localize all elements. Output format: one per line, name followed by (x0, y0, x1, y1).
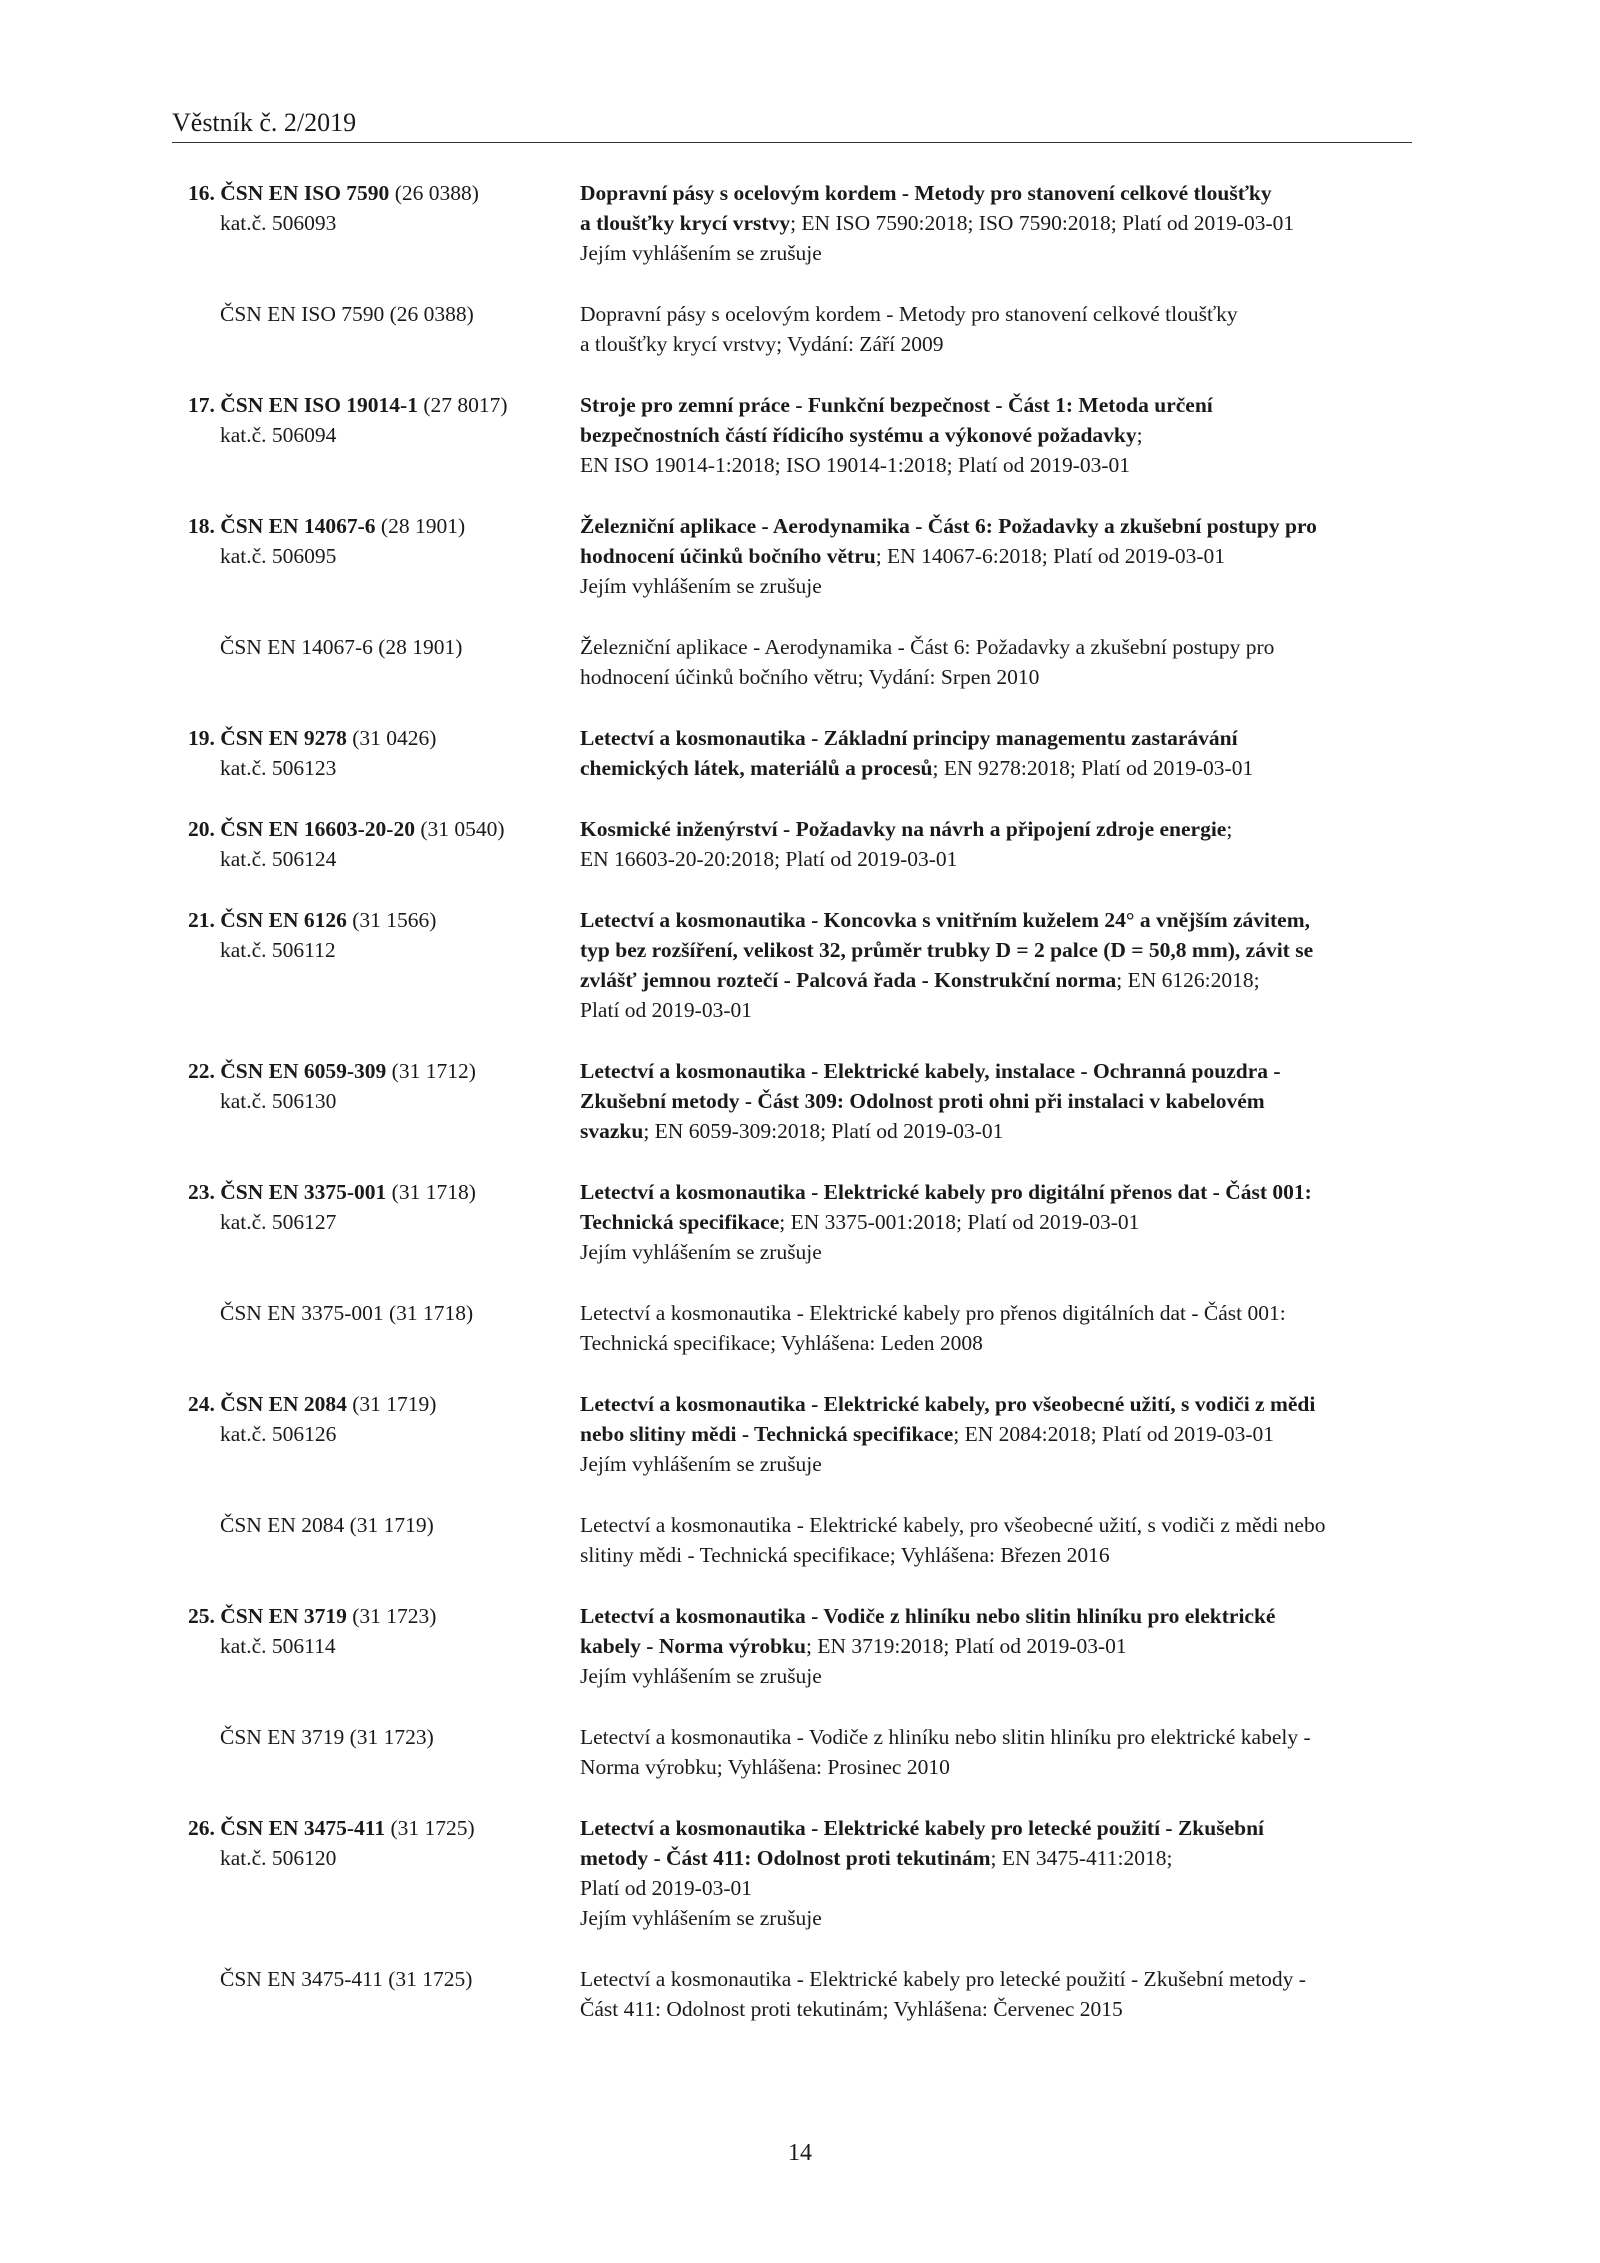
withdrawn-line: a tloušťky krycí vrstvy; Vydání: Září 2009 (580, 332, 944, 356)
classification-code: (31 1719) (352, 1392, 437, 1416)
entry-number: 18. (188, 514, 215, 538)
entry-number: 19. (188, 726, 215, 750)
page-header (172, 108, 1412, 143)
entry-main-row (172, 723, 1422, 783)
entry-description (580, 178, 1422, 268)
entry-identifier (172, 1389, 580, 1479)
standard-entry (172, 1056, 1422, 1146)
standard-entry (172, 390, 1422, 480)
title-line (580, 1419, 1422, 1449)
entry-description (580, 723, 1422, 783)
withdrawn-standard-row (172, 1510, 1422, 1570)
title-line (580, 753, 1422, 783)
title-line (580, 1813, 1422, 1843)
entry-number: 23. (188, 1180, 215, 1204)
standard-code: ČSN EN ISO 19014-1 (220, 393, 418, 417)
title-line (580, 208, 1422, 238)
standard-references: ; EN 6059-309:2018; Platí od 2019-03-01 (643, 1119, 1004, 1143)
standard-code: ČSN EN 9278 (220, 726, 347, 750)
catalog-number: kat.č. 506120 (220, 1846, 337, 1870)
standard-references-cont: EN ISO 19014-1:2018; ISO 19014-1:2018; Platí od 2019-03-01 (580, 453, 1131, 477)
withdrawal-note: Jejím vyhlášením se zrušuje (580, 1664, 822, 1688)
entry-number: 17. (188, 393, 215, 417)
entry-description (580, 1177, 1422, 1267)
catalog-number: kat.č. 506126 (220, 1422, 337, 1446)
entry-number: 26. (188, 1816, 215, 1840)
withdrawn-line: Norma výrobku; Vyhlášena: Prosinec 2010 (580, 1755, 950, 1779)
entry-identifier (172, 1177, 580, 1267)
classification-code: (31 1718) (391, 1180, 476, 1204)
standard-code: ČSN EN 2084 (220, 1392, 347, 1416)
withdrawn-standard-description (580, 632, 1422, 692)
withdrawn-line: Letectví a kosmonautika - Vodiče z hliníku nebo slitin hliníku pro elektrické kabely - (580, 1725, 1311, 1749)
standard-entry (172, 1389, 1422, 1570)
standard-title: a tloušťky krycí vrstvy (580, 211, 791, 235)
entry-main-row (172, 390, 1422, 480)
title-line (580, 178, 1422, 208)
entry-main-row (172, 905, 1422, 1025)
standard-title: Železniční aplikace - Aerodynamika - Část 6: Požadavky a zkušební postupy pro (580, 514, 1317, 538)
standard-title: bezpečnostních částí řídicího systému a výkonové požadavky (580, 423, 1137, 447)
classification-code: (28 1901) (380, 514, 466, 538)
standard-references-cont: Platí od 2019-03-01 (580, 1876, 752, 1900)
classification-code: (31 1725) (390, 1816, 475, 1840)
withdrawn-standard-description (580, 299, 1422, 359)
standard-code: ČSN EN 14067-6 (220, 514, 376, 538)
catalog-number: kat.č. 506123 (220, 756, 337, 780)
standard-title: Dopravní pásy s ocelovým kordem - Metody pro stanovení celkové tloušťky (580, 181, 1272, 205)
title-line (580, 1056, 1422, 1086)
entry-description (580, 1601, 1422, 1691)
title-line (580, 1843, 1422, 1873)
title-line (580, 814, 1422, 844)
classification-code: (31 1566) (352, 908, 437, 932)
standard-references: ; EN 3375-001:2018; Platí od 2019-03-01 (779, 1210, 1140, 1234)
standard-entry (172, 1177, 1422, 1358)
title-line (580, 1389, 1422, 1419)
entry-main-row (172, 1813, 1422, 1933)
title-line (580, 1207, 1422, 1237)
catalog-number: kat.č. 506124 (220, 847, 337, 871)
catalog-number: kat.č. 506093 (220, 211, 337, 235)
withdrawn-standard-description (580, 1298, 1422, 1358)
standard-title: kabely - Norma výrobku (580, 1634, 806, 1658)
standard-title: Letectví a kosmonautika - Vodiče z hliníku nebo slitin hliníku pro elektrické (580, 1604, 1276, 1628)
standard-entry (172, 1601, 1422, 1782)
withdrawn-standard-row (172, 1298, 1422, 1358)
entry-description (580, 1813, 1422, 1933)
title-line (580, 420, 1422, 450)
title-line (580, 905, 1422, 935)
entry-identifier (172, 905, 580, 1025)
standard-references: ; EN 2084:2018; Platí od 2019-03-01 (953, 1422, 1274, 1446)
withdrawn-standard-code: ČSN EN 3375-001 (31 1718) (220, 1301, 474, 1325)
withdrawn-standard-row (172, 1722, 1422, 1782)
withdrawn-line: Letectví a kosmonautika - Elektrické kabely pro přenos digitálních dat - Část 001: (580, 1301, 1286, 1325)
title-line (580, 511, 1422, 541)
standard-references-cont: Platí od 2019-03-01 (580, 998, 752, 1022)
title-line (580, 390, 1422, 420)
standard-title: typ bez rozšíření, velikost 32, průměr trubky D = 2 palce (D = 50,8 mm), závit se (580, 938, 1314, 962)
standard-references: ; EN 9278:2018; Platí od 2019-03-01 (932, 756, 1254, 780)
entry-number: 16. (188, 181, 215, 205)
withdrawal-note: Jejím vyhlášením se zrušuje (580, 574, 822, 598)
entry-identifier (172, 1056, 580, 1146)
entry-description (580, 905, 1422, 1025)
withdrawn-line: Technická specifikace; Vyhlášena: Leden 2008 (580, 1331, 983, 1355)
standard-title: nebo slitiny mědi - Technická specifikace (580, 1422, 954, 1446)
catalog-number: kat.č. 506130 (220, 1089, 337, 1113)
entry-main-row (172, 1601, 1422, 1691)
standard-entry (172, 814, 1422, 874)
standard-entry (172, 1813, 1422, 2024)
standard-title: Letectví a kosmonautika - Elektrické kabely pro letecké použití - Zkušební (580, 1816, 1265, 1840)
title-line (580, 1177, 1422, 1207)
standard-title: Letectví a kosmonautika - Elektrické kabely, instalace - Ochranná pouzdra - (580, 1059, 1281, 1083)
standard-entry (172, 905, 1422, 1025)
withdrawn-standard-description (580, 1510, 1422, 1570)
entry-number: 22. (188, 1059, 215, 1083)
withdrawn-standard-code: ČSN EN 3475-411 (31 1725) (220, 1967, 473, 1991)
page-number: 14 (788, 2140, 812, 2166)
standard-title: zvlášť jemnou roztečí - Palcová řada - Konstrukční norma (580, 968, 1117, 992)
entry-main-row (172, 814, 1422, 874)
standard-title: Letectví a kosmonautika - Elektrické kabely, pro všeobecné užití, s vodiči z mědi (580, 1392, 1316, 1416)
title-line (580, 541, 1422, 571)
catalog-number: kat.č. 506094 (220, 423, 337, 447)
standard-references: ; (1136, 423, 1143, 447)
entry-description (580, 511, 1422, 601)
entry-identifier (172, 1813, 580, 1933)
withdrawn-standard-row (172, 632, 1422, 692)
classification-code: (31 1712) (391, 1059, 476, 1083)
standards-list (172, 178, 1422, 2024)
entry-description (580, 1389, 1422, 1479)
withdrawn-standard-description (580, 1722, 1422, 1782)
entry-identifier (172, 511, 580, 601)
entry-main-row (172, 1056, 1422, 1146)
withdrawn-line: Část 411: Odolnost proti tekutinám; Vyhlášena: Červenec 2015 (580, 1997, 1123, 2021)
standard-references: ; EN 14067-6:2018; Platí od 2019-03-01 (875, 544, 1226, 568)
withdrawn-standard-code: ČSN EN 2084 (31 1719) (220, 1513, 434, 1537)
standard-title: metody - Část 411: Odolnost proti tekutinám (580, 1846, 991, 1870)
entry-identifier (172, 814, 580, 874)
classification-code: (31 0540) (420, 817, 505, 841)
withdrawn-standard-code: ČSN EN 14067-6 (28 1901) (220, 635, 463, 659)
withdrawn-line: Letectví a kosmonautika - Elektrické kabely pro letecké použití - Zkušební metody - (580, 1967, 1306, 1991)
standard-references: ; (1226, 817, 1233, 841)
standard-title: Letectví a kosmonautika - Základní principy managementu zastarávání (580, 726, 1238, 750)
standard-title: Letectví a kosmonautika - Koncovka s vnitřním kuželem 24° a vnějším závitem, (580, 908, 1310, 932)
standard-references: ; EN ISO 7590:2018; ISO 7590:2018; Platí od 2019-03-01 (790, 211, 1295, 235)
withdrawal-note: Jejím vyhlášením se zrušuje (580, 241, 822, 265)
entry-main-row (172, 1177, 1422, 1267)
withdrawn-standard-row (172, 299, 1422, 359)
withdrawn-line: slitiny mědi - Technická specifikace; Vyhlášena: Březen 2016 (580, 1543, 1110, 1567)
classification-code: (27 8017) (423, 393, 508, 417)
standard-code: ČSN EN 6059-309 (220, 1059, 387, 1083)
entry-main-row (172, 511, 1422, 601)
catalog-number: kat.č. 506127 (220, 1210, 337, 1234)
standard-code: ČSN EN 3375-001 (220, 1180, 387, 1204)
classification-code: (26 0388) (394, 181, 479, 205)
entry-identifier (172, 178, 580, 268)
standard-title: hodnocení účinků bočního větru (580, 544, 876, 568)
catalog-number: kat.č. 506112 (220, 938, 336, 962)
title-line (580, 1116, 1422, 1146)
standard-title: Letectví a kosmonautika - Elektrické kabely pro digitální přenos dat - Část 001: (580, 1180, 1312, 1204)
catalog-number: kat.č. 506114 (220, 1634, 336, 1658)
entry-identifier (172, 1601, 580, 1691)
withdrawn-standard-description (580, 1964, 1422, 2024)
catalog-number: kat.č. 506095 (220, 544, 337, 568)
entry-description (580, 814, 1422, 874)
bulletin-title: Věstník č. 2/2019 (172, 108, 357, 137)
withdrawal-note: Jejím vyhlášením se zrušuje (580, 1452, 822, 1476)
title-line (580, 1601, 1422, 1631)
title-line (580, 965, 1422, 995)
entry-main-row (172, 1389, 1422, 1479)
standard-code: ČSN EN ISO 7590 (220, 181, 390, 205)
standard-references-cont: EN 16603-20-20:2018; Platí od 2019-03-01 (580, 847, 958, 871)
entry-main-row (172, 178, 1422, 268)
title-line (580, 935, 1422, 965)
standard-entry (172, 178, 1422, 359)
withdrawn-line: Letectví a kosmonautika - Elektrické kabely, pro všeobecné užití, s vodiči z mědi nebo (580, 1513, 1326, 1537)
standard-title: chemických látek, materiálů a procesů (580, 756, 933, 780)
standard-code: ČSN EN 16603-20-20 (220, 817, 415, 841)
withdrawn-line: hodnocení účinků bočního větru; Vydání: Srpen 2010 (580, 665, 1040, 689)
standard-title: Stroje pro zemní práce - Funkční bezpečnost - Část 1: Metoda určení (580, 393, 1213, 417)
entry-description (580, 390, 1422, 480)
standard-code: ČSN EN 6126 (220, 908, 347, 932)
withdrawn-standard-code: ČSN EN 3719 (31 1723) (220, 1725, 434, 1749)
title-line (580, 1086, 1422, 1116)
standard-code: ČSN EN 3475-411 (220, 1816, 386, 1840)
entry-number: 25. (188, 1604, 215, 1628)
standard-references: ; EN 3719:2018; Platí od 2019-03-01 (805, 1634, 1127, 1658)
withdrawal-note: Jejím vyhlášením se zrušuje (580, 1906, 822, 1930)
standard-title: svazku (580, 1119, 644, 1143)
title-line (580, 1631, 1422, 1661)
standard-code: ČSN EN 3719 (220, 1604, 347, 1628)
standard-title: Zkušební metody - Část 309: Odolnost proti ohni při instalaci v kabelovém (580, 1089, 1265, 1113)
withdrawal-note: Jejím vyhlášením se zrušuje (580, 1240, 822, 1264)
standard-references: ; EN 6126:2018; (1116, 968, 1260, 992)
classification-code: (31 0426) (352, 726, 437, 750)
withdrawn-line: Železniční aplikace - Aerodynamika - Část 6: Požadavky a zkušební postupy pro (580, 635, 1275, 659)
entry-number: 20. (188, 817, 215, 841)
standard-references: ; EN 3475-411:2018; (990, 1846, 1173, 1870)
withdrawn-line: Dopravní pásy s ocelovým kordem - Metody pro stanovení celkové tloušťky (580, 302, 1238, 326)
withdrawn-standard-row (172, 1964, 1422, 2024)
entry-number: 21. (188, 908, 215, 932)
standard-entry (172, 511, 1422, 692)
standard-entry (172, 723, 1422, 783)
entry-identifier (172, 390, 580, 480)
standard-title: Technická specifikace (580, 1210, 780, 1234)
entry-description (580, 1056, 1422, 1146)
entry-number: 24. (188, 1392, 215, 1416)
classification-code: (31 1723) (352, 1604, 437, 1628)
withdrawn-standard-code: ČSN EN ISO 7590 (26 0388) (220, 302, 474, 326)
standard-title: Kosmické inženýrství - Požadavky na návrh a připojení zdroje energie (580, 817, 1227, 841)
title-line (580, 723, 1422, 753)
entry-identifier (172, 723, 580, 783)
